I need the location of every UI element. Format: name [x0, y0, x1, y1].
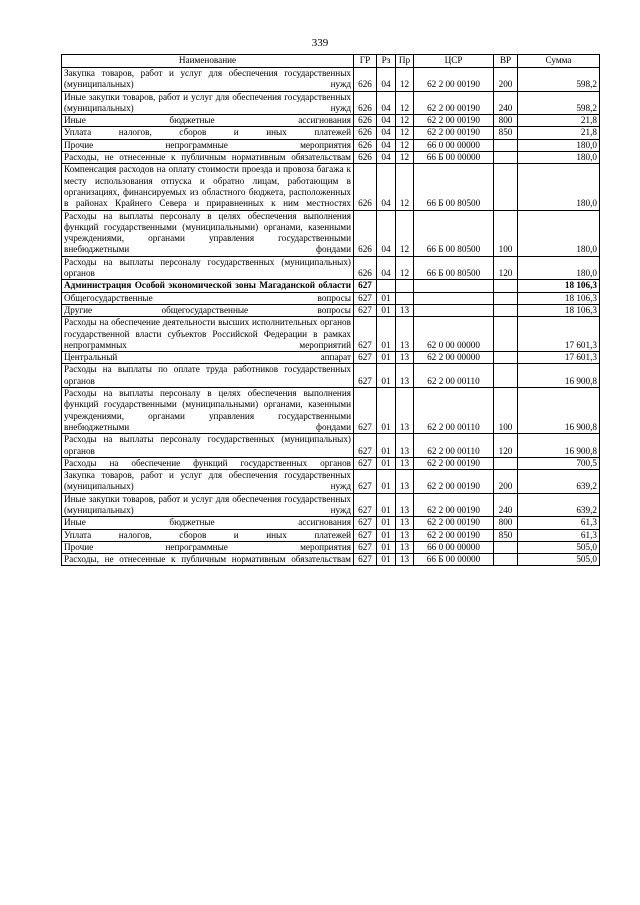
row-vr [494, 292, 518, 304]
row-name: Иные бюджетные ассигнования [62, 517, 354, 529]
row-pr: 12 [396, 210, 414, 256]
table-row [62, 164, 600, 210]
table-row [62, 493, 600, 517]
row-csr: 62 2 00 00110 [414, 364, 494, 388]
row-vr [494, 352, 518, 364]
row-rz: 01 [377, 517, 396, 529]
row-pr: 13 [396, 434, 414, 458]
row-csr: 62 0 00 00000 [414, 317, 494, 352]
row-rz: 04 [377, 91, 396, 115]
row-pr: 12 [396, 91, 414, 115]
row-name: Расходы, не отнесенные к публичным нормативным обязательствам [62, 554, 354, 566]
row-vr: 240 [494, 91, 518, 115]
row-gr: 626 [354, 139, 377, 151]
row-vr [494, 364, 518, 388]
row-name: Прочие непрограммные мероприятия [62, 541, 354, 553]
row-rz: 04 [377, 256, 396, 280]
row-pr: 13 [396, 517, 414, 529]
table-row [62, 68, 600, 92]
row-csr: 62 2 00 00190 [414, 91, 494, 115]
row-pr: 12 [396, 127, 414, 139]
row-csr: 62 2 00 00190 [414, 457, 494, 469]
row-vr [494, 317, 518, 352]
table-row [62, 457, 600, 469]
row-gr: 626 [354, 68, 377, 92]
table-row [62, 470, 600, 494]
row-gr: 627 [354, 470, 377, 494]
row-vr [494, 152, 518, 164]
row-vr: 100 [494, 210, 518, 256]
row-gr: 626 [354, 164, 377, 210]
row-gr: 627 [354, 292, 377, 304]
row-gr: 627 [354, 541, 377, 553]
row-csr: 62 2 00 00000 [414, 352, 494, 364]
row-csr: 66 Б 00 80500 [414, 164, 494, 210]
row-vr: 100 [494, 388, 518, 434]
row-gr: 626 [354, 91, 377, 115]
row-pr: 13 [396, 457, 414, 469]
row-sum: 18 106,3 [518, 280, 600, 292]
row-name: Расходы на выплаты персоналу в целях обеспечения выполнения функций государственными (муниципальными) органами, казенными учреждениями, органами управления государственными внебюджетными фондами [62, 210, 354, 256]
row-sum: 21,8 [518, 127, 600, 139]
row-name: Уплата налогов, сборов и иных платежей [62, 127, 354, 139]
table-body [62, 68, 600, 566]
header-name: Наименование [62, 55, 354, 68]
row-gr: 627 [354, 317, 377, 352]
header-csr: ЦСР [414, 55, 494, 68]
row-sum: 639,2 [518, 493, 600, 517]
row-sum: 180,0 [518, 139, 600, 151]
row-rz: 01 [377, 388, 396, 434]
row-sum: 16 900,8 [518, 434, 600, 458]
row-sum: 180,0 [518, 164, 600, 210]
table-row [62, 256, 600, 280]
row-vr: 850 [494, 127, 518, 139]
row-csr: 62 2 00 00190 [414, 529, 494, 541]
row-sum: 18 106,3 [518, 304, 600, 316]
row-rz: 01 [377, 434, 396, 458]
row-rz: 01 [377, 529, 396, 541]
table-row [62, 115, 600, 127]
row-sum: 700,5 [518, 457, 600, 469]
row-sum: 18 106,3 [518, 292, 600, 304]
row-gr: 627 [354, 434, 377, 458]
table-row [62, 434, 600, 458]
row-sum: 505,0 [518, 554, 600, 566]
row-rz: 04 [377, 152, 396, 164]
row-sum: 17 601,3 [518, 317, 600, 352]
row-pr: 13 [396, 529, 414, 541]
row-rz: 01 [377, 317, 396, 352]
table-row [62, 304, 600, 316]
row-name: Центральный аппарат [62, 352, 354, 364]
row-pr: 12 [396, 139, 414, 151]
row-vr [494, 554, 518, 566]
row-rz: 04 [377, 139, 396, 151]
row-name: Расходы на выплаты персоналу государственных (муниципальных) органов [62, 434, 354, 458]
row-sum: 598,2 [518, 68, 600, 92]
row-name: Иные бюджетные ассигнования [62, 115, 354, 127]
row-pr: 12 [396, 164, 414, 210]
row-pr: 12 [396, 152, 414, 164]
row-vr [494, 164, 518, 210]
table-row [62, 541, 600, 553]
table-row [62, 317, 600, 352]
row-pr: 13 [396, 388, 414, 434]
row-csr: 62 2 00 00190 [414, 493, 494, 517]
row-vr [494, 457, 518, 469]
row-gr: 626 [354, 256, 377, 280]
table-row [62, 292, 600, 304]
row-pr: 12 [396, 256, 414, 280]
row-csr: 62 2 00 00190 [414, 115, 494, 127]
row-rz: 04 [377, 164, 396, 210]
row-sum: 598,2 [518, 91, 600, 115]
row-name: Закупка товаров, работ и услуг для обеспечения государственных (муниципальных) нужд [62, 470, 354, 494]
row-vr: 200 [494, 470, 518, 494]
row-name: Расходы на выплаты персоналу в целях обеспечения выполнения функций государственными (муниципальными) органами, казенными учреждениями, органами управления государственными внебюджетными фондами [62, 388, 354, 434]
row-vr [494, 304, 518, 316]
row-name: Закупка товаров, работ и услуг для обеспечения государственных (муниципальных) нужд [62, 68, 354, 92]
table-row [62, 364, 600, 388]
row-csr: 66 Б 00 00000 [414, 152, 494, 164]
row-sum: 21,8 [518, 115, 600, 127]
row-pr [396, 280, 414, 292]
table-row [62, 388, 600, 434]
row-vr: 800 [494, 517, 518, 529]
row-name: Расходы на обеспечение функций государственных органов [62, 457, 354, 469]
row-sum: 180,0 [518, 152, 600, 164]
row-csr [414, 280, 494, 292]
table-row [62, 127, 600, 139]
row-rz: 04 [377, 68, 396, 92]
table-row [62, 517, 600, 529]
row-gr: 626 [354, 115, 377, 127]
row-gr: 627 [354, 352, 377, 364]
row-rz: 01 [377, 457, 396, 469]
row-csr: 62 2 00 00190 [414, 470, 494, 494]
row-csr [414, 292, 494, 304]
row-vr [494, 139, 518, 151]
row-gr: 626 [354, 127, 377, 139]
row-pr: 12 [396, 68, 414, 92]
table-row [62, 152, 600, 164]
row-csr: 66 0 00 00000 [414, 139, 494, 151]
row-sum: 17 601,3 [518, 352, 600, 364]
page-number: 339 [311, 37, 329, 49]
row-vr: 120 [494, 434, 518, 458]
row-name: Уплата налогов, сборов и иных платежей [62, 529, 354, 541]
row-csr: 62 2 00 00190 [414, 127, 494, 139]
row-vr: 240 [494, 493, 518, 517]
table-row [62, 352, 600, 364]
row-name: Администрация Особой экономической зоны Магаданской области [62, 280, 354, 292]
row-sum: 61,3 [518, 517, 600, 529]
table-row [62, 139, 600, 151]
row-gr: 626 [354, 210, 377, 256]
row-csr: 62 2 00 00190 [414, 68, 494, 92]
row-rz: 01 [377, 364, 396, 388]
row-csr: 62 2 00 00110 [414, 388, 494, 434]
row-rz: 01 [377, 493, 396, 517]
row-gr: 627 [354, 304, 377, 316]
table-row [62, 529, 600, 541]
row-gr: 627 [354, 493, 377, 517]
header-vr: ВР [494, 55, 518, 68]
row-vr: 120 [494, 256, 518, 280]
table-row [62, 554, 600, 566]
row-csr: 62 2 00 00190 [414, 517, 494, 529]
row-rz: 01 [377, 541, 396, 553]
row-gr: 627 [354, 517, 377, 529]
header-rz: Рз [377, 55, 396, 68]
row-name: Расходы, не отнесенные к публичным нормативным обязательствам [62, 152, 354, 164]
row-name: Компенсация расходов на оплату стоимости проезда и провоза багажа к месту использования отпуска и обратно лицам, работающим в организациях, финансируемых из областного бюджета, расположенных в районах Крайнего Севера и приравненных к ним местностях [62, 164, 354, 210]
row-name: Расходы на выплаты персоналу государственных (муниципальных) органов [62, 256, 354, 280]
row-csr [414, 304, 494, 316]
header-sum: Сумма [518, 55, 600, 68]
row-sum: 639,2 [518, 470, 600, 494]
table-row [62, 280, 600, 292]
row-name: Прочие непрограммные мероприятия [62, 139, 354, 151]
row-vr: 800 [494, 115, 518, 127]
row-name: Иные закупки товаров, работ и услуг для обеспечения государственных (муниципальных) нужд [62, 91, 354, 115]
row-gr: 627 [354, 388, 377, 434]
row-pr: 13 [396, 493, 414, 517]
row-rz: 01 [377, 470, 396, 494]
row-rz: 01 [377, 292, 396, 304]
row-csr: 66 Б 00 80500 [414, 210, 494, 256]
row-sum: 16 900,8 [518, 364, 600, 388]
row-pr: 13 [396, 554, 414, 566]
row-gr: 627 [354, 280, 377, 292]
row-sum: 505,0 [518, 541, 600, 553]
row-gr: 626 [354, 152, 377, 164]
row-gr: 627 [354, 457, 377, 469]
row-rz: 04 [377, 115, 396, 127]
table-row [62, 91, 600, 115]
row-sum: 180,0 [518, 210, 600, 256]
row-csr: 62 2 00 00110 [414, 434, 494, 458]
header-pr: Пр [396, 55, 414, 68]
row-name: Расходы на выплаты по оплате труда работников государственных органов [62, 364, 354, 388]
row-name: Общегосударственные вопросы [62, 292, 354, 304]
row-pr [396, 292, 414, 304]
row-vr [494, 541, 518, 553]
table-header-row [62, 55, 600, 68]
row-gr: 627 [354, 529, 377, 541]
row-sum: 61,3 [518, 529, 600, 541]
row-pr: 13 [396, 352, 414, 364]
row-pr: 13 [396, 304, 414, 316]
row-pr: 13 [396, 364, 414, 388]
budget-table [61, 54, 600, 566]
row-sum: 180,0 [518, 256, 600, 280]
row-rz: 04 [377, 127, 396, 139]
row-pr: 13 [396, 317, 414, 352]
row-vr: 850 [494, 529, 518, 541]
header-gr: ГР [354, 55, 377, 68]
row-vr [494, 280, 518, 292]
row-rz: 01 [377, 352, 396, 364]
row-rz: 01 [377, 304, 396, 316]
row-sum: 16 900,8 [518, 388, 600, 434]
row-rz: 04 [377, 210, 396, 256]
row-rz [377, 280, 396, 292]
row-pr: 12 [396, 115, 414, 127]
row-csr: 66 Б 00 00000 [414, 554, 494, 566]
row-name: Иные закупки товаров, работ и услуг для обеспечения государственных (муниципальных) нужд [62, 493, 354, 517]
row-csr: 66 0 00 00000 [414, 541, 494, 553]
row-pr: 13 [396, 541, 414, 553]
row-vr: 200 [494, 68, 518, 92]
row-pr: 13 [396, 470, 414, 494]
row-csr: 66 Б 00 80500 [414, 256, 494, 280]
row-rz: 01 [377, 554, 396, 566]
row-gr: 627 [354, 554, 377, 566]
table-row [62, 210, 600, 256]
row-name: Расходы на обеспечение деятельности высших исполнительных органов государственной власти субъектов Российской Федерации в рамках непрограммных мероприятий [62, 317, 354, 352]
row-name: Другие общегосударственные вопросы [62, 304, 354, 316]
row-gr: 627 [354, 364, 377, 388]
